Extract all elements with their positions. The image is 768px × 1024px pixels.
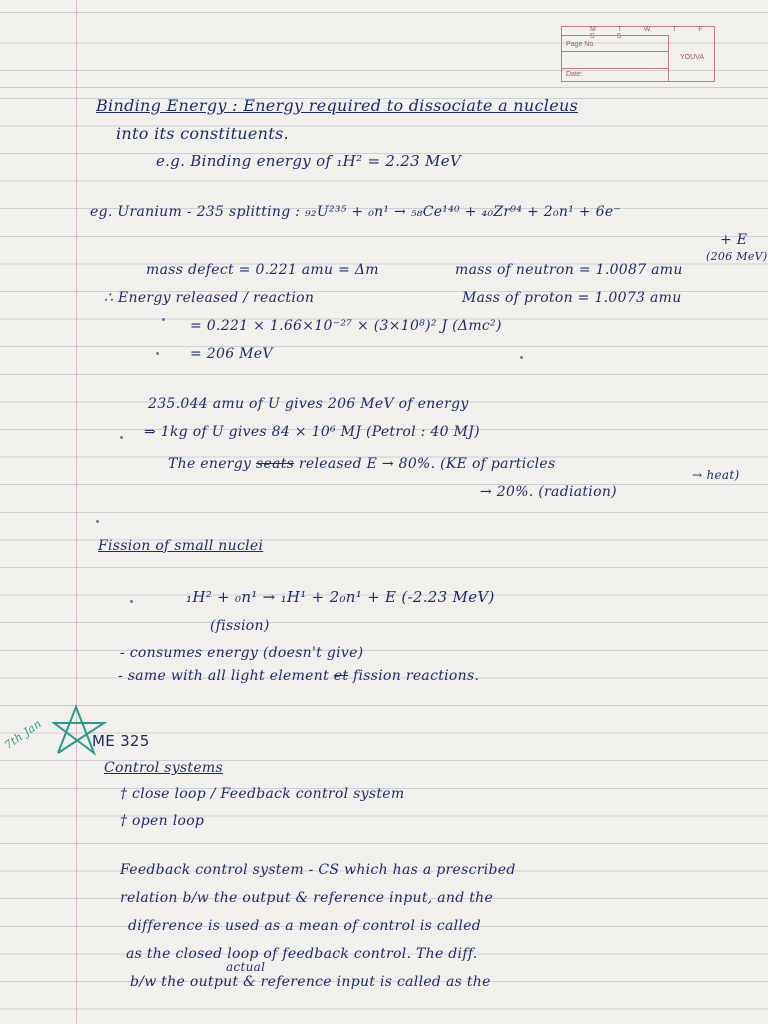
struck-word: et (333, 668, 349, 684)
brand-label: YOUVA (668, 35, 715, 81)
header-rule (0, 87, 768, 88)
margin-line (76, 0, 77, 1024)
ink-dot (120, 436, 123, 439)
note-line: eg. Uranium - 235 splitting : ₉₂U²³⁵ + ₀n¹ → ₅₈Ce¹⁴⁰ + ₄₀Zr⁹⁴ + 2₀n¹ + 6e⁻ (90, 204, 622, 220)
note-line: relation b/w the output & reference input, and the (120, 890, 494, 906)
note-line (118, 668, 479, 684)
note-line: Feedback control system - CS which has a prescribed (120, 862, 516, 878)
course-code: ME 325 (92, 732, 150, 750)
note-line: → 20%. (radiation) (480, 484, 617, 500)
note-line: Binding Energy : Energy required to dissociate a nucleus (96, 96, 579, 115)
note-line: mass defect = 0.221 amu = Δm (146, 262, 379, 278)
note-line: difference is used as a mean of control is called (128, 918, 482, 934)
ink-dot (130, 600, 133, 603)
note-fragment: fission reactions. (353, 668, 480, 684)
note-line: → heat) (692, 468, 740, 482)
note-line: ₁H² + ₀n¹ → ₁H¹ + 2₀n¹ + E (-2.23 MeV) (186, 588, 495, 606)
note-line: = 0.221 × 1.66×10⁻²⁷ × (3×10⁸)² J (Δmc²) (190, 318, 502, 334)
note-fragment: - same with all light element (118, 668, 329, 684)
note-line: as the closed loop of feedback control. The diff. (126, 946, 478, 962)
ink-dot (162, 318, 165, 321)
ink-dot (96, 520, 99, 523)
note-line: † open loop (120, 813, 205, 829)
note-line: ∴ Energy released / reaction (104, 290, 315, 306)
note-line: into its constituents. (116, 124, 289, 143)
note-line: mass of neutron = 1.0087 amu (455, 262, 683, 278)
note-line: ⇒ 1kg of U gives 84 × 10⁶ MJ (Petrol : 40 MJ) (144, 424, 480, 440)
note-line: = 206 MeV (190, 346, 273, 362)
note-line: e.g. Binding energy of ₁H² = 2.23 MeV (156, 152, 462, 170)
note-line: 235.044 amu of U gives 206 MeV of energy (148, 396, 469, 412)
note-line: Mass of proton = 1.0073 amu (462, 290, 682, 306)
note-line: (fission) (210, 618, 270, 634)
empty-row (562, 52, 668, 69)
ink-dot (520, 356, 523, 359)
note-line: † close loop / Feedback control system (120, 786, 405, 802)
page-no-label: Page No. (562, 35, 668, 52)
note-line: (206 MeV) (706, 250, 768, 263)
margin-date: 7th Jan (2, 717, 45, 752)
date-label: Date: (566, 71, 583, 78)
section-heading: Fission of small nuclei (98, 538, 264, 554)
note-line: - consumes energy (doesn't give) (120, 645, 364, 661)
note-fragment: released E → 80%. (KE of particles (298, 456, 556, 472)
struck-word: seats (256, 456, 295, 472)
note-line (168, 456, 556, 472)
ink-dot (156, 352, 159, 355)
note-line: actual (226, 960, 266, 974)
note-fragment: The energy (168, 456, 252, 472)
section-heading: Control systems (104, 760, 223, 776)
note-line: + E (720, 232, 748, 248)
weekday-letters: M T W T F S S (590, 26, 713, 40)
page-info-box (561, 26, 715, 82)
note-line: b/w the output & reference input is called as the (130, 974, 491, 990)
